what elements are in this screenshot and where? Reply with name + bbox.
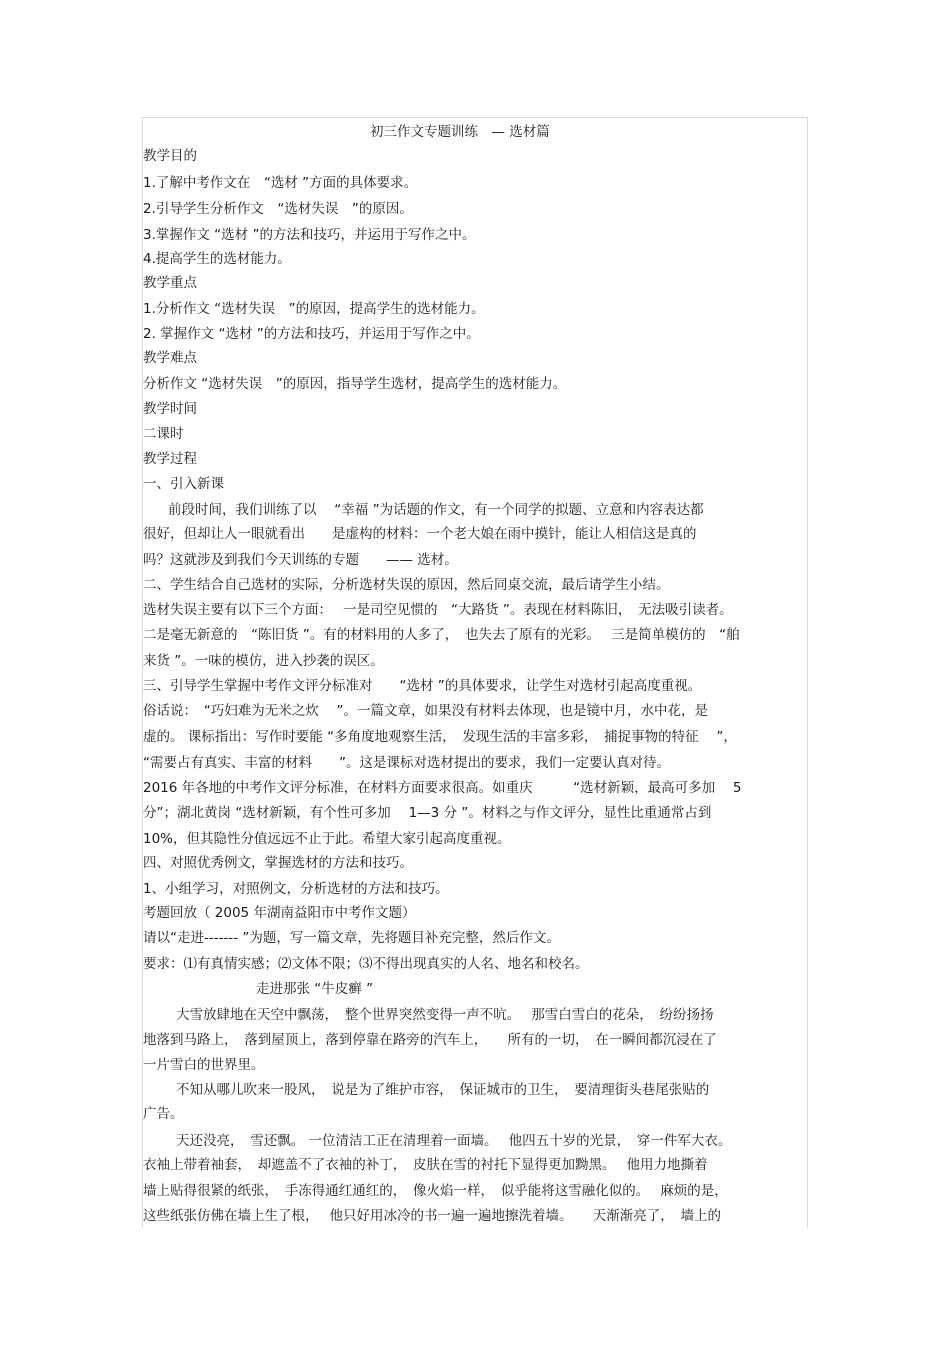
section-2-line-2: 二是毫无新意的 “陈旧货 ”。有的材料用的人多了， 也失去了原有的光彩。 三是简单模仿的 “舶 bbox=[143, 627, 740, 643]
purpose-item-4: 4.提高学生的选材能力。 bbox=[143, 251, 291, 267]
section-1-heading: 一、引入新课 bbox=[143, 476, 224, 492]
difficulty-text: 分析作文 “选材失误 ”的原因，指导学生选材，提高学生的选材能力。 bbox=[143, 376, 567, 392]
essay-p3-line-4: 这些纸张仿佛在墙上生了根， 他只好用冰冷的书一遍一遍地擦洗着墙。 天渐渐亮了， 墙上的 bbox=[143, 1208, 722, 1224]
section-3-line-3: “需要占有真实、丰富的材料 ”。这是课标对选材提出的要求，我们一定要认真对待。 bbox=[143, 755, 670, 771]
key-point-2: 2. 掌握作文 “选材 ”的方法和技巧，并运用于写作之中。 bbox=[143, 326, 480, 342]
exam-requirements: 要求：⑴有真情实感；⑵文体不限；⑶不得出现真实的人名、地名和校名。 bbox=[143, 956, 589, 972]
section-3-line-4: 2016 年各地的中考作文评分标准，在材料方面要求很高。如重庆 “选材新颖，最高可多加 5 bbox=[143, 780, 742, 796]
purpose-item-3: 3.掌握作文 “选材 ”的方法和技巧，并运用于写作之中。 bbox=[143, 227, 476, 243]
exam-review: 考题回放（ 2005 年湖南益阳市中考作文题） bbox=[143, 905, 416, 921]
section-1-line-3: 吗？这就涉及到我们今天训练的专题 —— 选材。 bbox=[143, 552, 458, 568]
purpose-item-1: 1.了解中考作文在 “选材 ”方面的具体要求。 bbox=[143, 175, 418, 191]
section-4-heading: 四、对照优秀例文，掌握选材的方法和技巧。 bbox=[143, 855, 413, 871]
purpose-item-2: 2.引导学生分析作文 “选材失误 ”的原因。 bbox=[143, 201, 413, 217]
essay-p1-line-2: 地落到马路上， 落到屋顶上，落到停靠在路旁的汽车上， 所有的一切， 在一瞬间都沉浸在了 bbox=[143, 1032, 717, 1048]
essay-p3-line-1: 天还没亮， 雪还飘。 一位清洁工正在清理着一面墙。 他四五十岁的光景， 穿一件军大衣。 bbox=[176, 1133, 732, 1149]
section-1-line-1: 前段时间，我们训练了以 “幸福 ”为话题的作文，有一个同学的拟题、立意和内容表达都 bbox=[168, 502, 704, 518]
section-2-line-1: 选材失误主要有以下三个方面： 一是司空见惯的 “大路货 ”。表现在材料陈旧， 无法吸引读者。 bbox=[143, 602, 733, 618]
section-3-line-6: 10%，但其隐性分值远远不止于此。希望大家引起高度重视。 bbox=[143, 831, 511, 847]
section-3-line-2: 虚的。 课标指出：写作时要能 “多角度地观察生活， 发现生活的丰富多彩， 捕捉事物的特征 ”， bbox=[143, 729, 737, 745]
essay-p2-line-1: 不知从哪儿吹来一股风， 说是为了维护市容， 保证城市的卫生， 要清理街头巷尾张贴的 bbox=[176, 1082, 710, 1098]
heading-process: 教学过程 bbox=[143, 451, 197, 467]
key-point-1: 1.分析作文 “选材失误 ”的原因，提高学生的选材能力。 bbox=[143, 301, 485, 317]
heading-purpose: 教学目的 bbox=[143, 148, 197, 164]
time-text: 二课时 bbox=[143, 426, 184, 442]
essay-title: 走进那张 “牛皮癣 ” bbox=[256, 981, 374, 997]
doc-title: 初三作文专题训练 — 选材篇 bbox=[370, 124, 550, 140]
section-2-heading: 二、学生结合自己选材的实际，分析选材失误的原因，然后同桌交流，最后请学生小结。 bbox=[143, 577, 670, 593]
section-1-line-2: 很好，但却让人一眼就看出 是虚构的材料：一个老大娘在雨中摸针，能让人相信这是真的 bbox=[143, 526, 697, 542]
essay-p3-line-3: 墙上贴得很紧的纸张， 手冻得通红通红的， 像火焰一样， 似乎能将这雪融化似的。 麻烦的是， bbox=[143, 1183, 728, 1199]
section-3-line-1: 俗话说： “巧妇难为无米之炊 ”。一篇文章，如果没有材料去体现，也是镜中月，水中花，是 bbox=[143, 703, 709, 719]
essay-p1-line-3: 一片雪白的世界里。 bbox=[143, 1057, 265, 1073]
essay-p1-line-1: 大雪放肆地在天空中飘荡， 整个世界突然变得一声不吭。 那雪白雪白的花朵， 纷纷扬扬 bbox=[176, 1007, 714, 1023]
heading-difficulty: 教学难点 bbox=[143, 350, 197, 366]
section-3-heading: 三、引导学生掌握中考作文评分标准对 “选材 ”的具体要求，让学生对选材引起高度重视。 bbox=[143, 678, 702, 694]
section-3-line-5: 分”；湖北黄岗 “选材新颖，有个性可多加 1—3 分 ”。材料之与作文评分，显性比重通常占到 bbox=[143, 805, 712, 821]
section-4-line-1: 1、小组学习，对照例文，分析选材的方法和技巧。 bbox=[143, 881, 449, 897]
essay-p3-line-2: 衣袖上带着袖套， 却遮盖不了衣袖的补丁， 皮肤在雪的衬托下显得更加黝黑。 他用力地撕着 bbox=[143, 1157, 708, 1173]
heading-time: 教学时间 bbox=[143, 401, 197, 417]
essay-p2-line-2: 广告。 bbox=[143, 1106, 184, 1122]
heading-key-points: 教学重点 bbox=[143, 275, 197, 291]
exam-prompt: 请以“走进------- ”为题，写一篇文章，先将题目补充完整，然后作文。 bbox=[143, 930, 560, 946]
section-2-line-3: 来货 ”。一味的模仿，进入抄袭的误区。 bbox=[143, 653, 384, 669]
